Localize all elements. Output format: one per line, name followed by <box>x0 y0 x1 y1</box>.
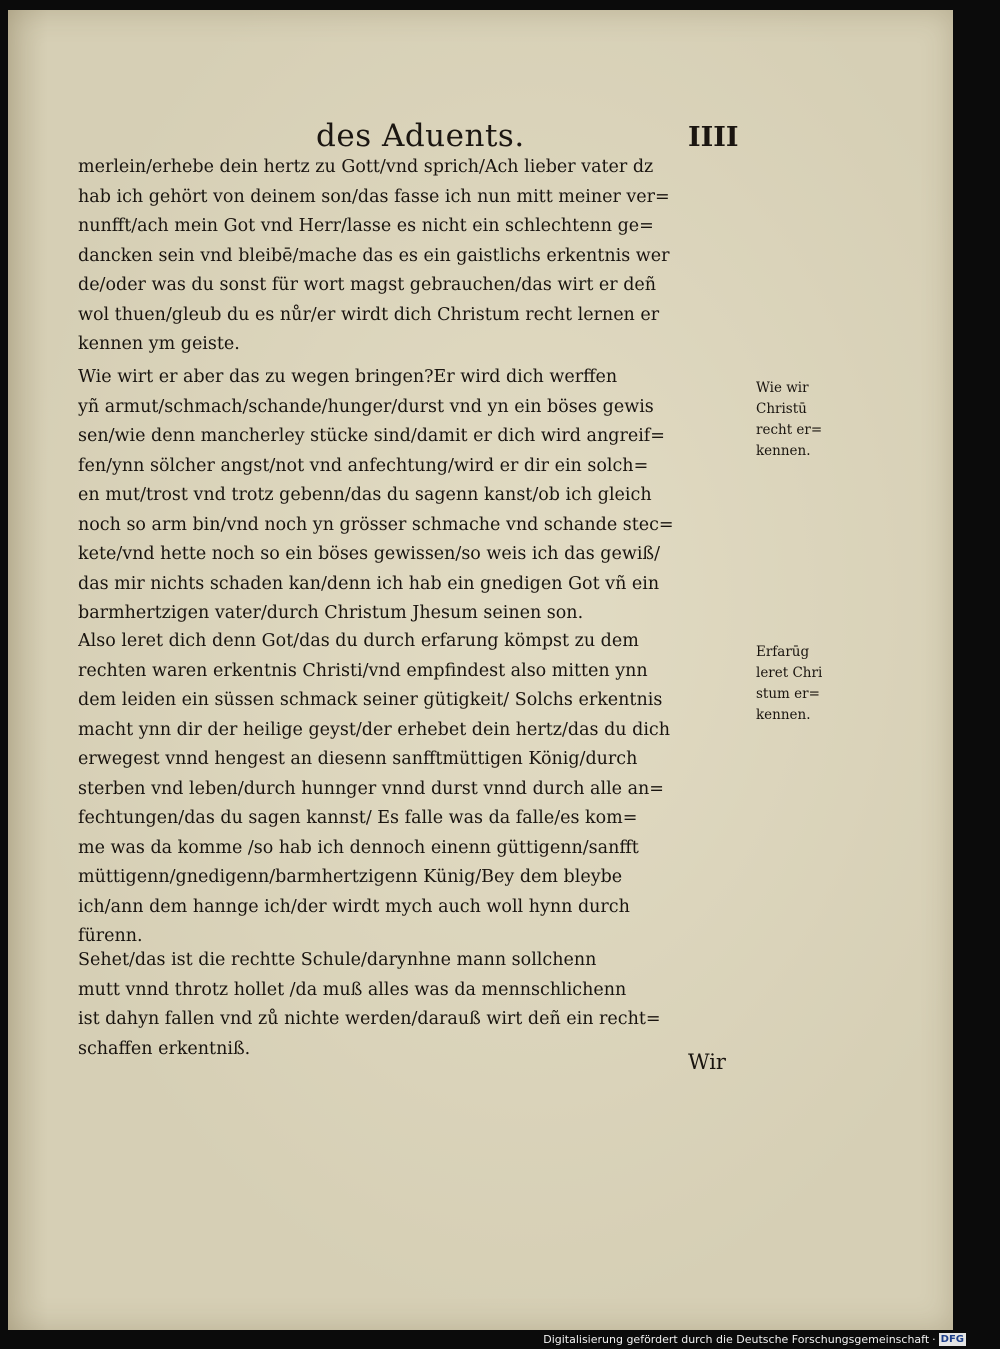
paragraph-4 <box>78 946 750 1064</box>
text-line: kete/vnd hette noch so ein böses gewissen/so weis ich das gewiß/ <box>78 544 661 564</box>
marginal-note-line: kennen. <box>756 443 811 459</box>
running-title: des Aduents. <box>316 118 525 154</box>
marginal-note-line: recht er= <box>756 422 823 438</box>
dfg-logo: DFG <box>940 1334 964 1345</box>
marginal-note-line: Christū <box>756 401 807 417</box>
marginal-note-line: leret Chri <box>756 665 823 681</box>
paragraph-2 <box>78 363 750 629</box>
text-line: mutt vnnd throtz hollet /da muß alles was da mennschlichenn <box>78 979 627 1000</box>
text-line: rechten waren erkentnis Christi/vnd empfindest also mitten ynn <box>78 660 648 681</box>
marginal-note-line: stum er= <box>756 686 820 702</box>
text-line: de/oder was du sonst für wort magst gebrauchen/das wirt er deñ <box>78 275 657 295</box>
text-line: wol thuen/gleub du es nůr/er wirdt dich Christum recht lernen er <box>78 304 660 325</box>
text-line: yñ armut/schmach/schande/hunger/durst vnd yn ein böses gewis <box>78 396 654 417</box>
text-line: merlein/erhebe dein hertz zu Gott/vnd sprich/Ach lieber vater dz <box>78 157 654 177</box>
marginal-note-line: kennen. <box>756 707 811 723</box>
text-line: barmhertzigen vater/durch Christum Jhesum seinen son. <box>78 603 584 623</box>
paragraph-3 <box>78 627 750 952</box>
text-line: fen/ynn sölcher angst/not vnd anfechtung/wird er dir ein solch= <box>78 455 649 476</box>
text-line: nunfft/ach mein Got vnd Herr/lasse es nicht ein schlechtenn ge= <box>78 216 654 236</box>
page-number: IIII <box>688 122 739 153</box>
text-line: fechtungen/das du sagen kannst/ Es falle was da falle/es kom= <box>78 808 638 828</box>
marginal-note-1 <box>756 378 841 462</box>
digitization-credit <box>543 1333 966 1346</box>
text-line: macht ynn dir der heilige geyst/der erhebet dein hertz/das du dich <box>78 719 671 740</box>
text-line: Wie wirt er aber das zu wegen bringen?Er wird dich werffen <box>78 367 618 387</box>
text-line: Sehet/das ist die rechtte Schule/darynhne mann sollchenn <box>78 950 597 970</box>
text-line: en mut/trost vnd trotz gebenn/das du sagenn kanst/ob ich gleich <box>78 485 652 505</box>
running-header <box>8 118 953 158</box>
text-line: dancken sein vnd bleibē/mache das es ein gaistlichs erkentnis wer <box>78 245 670 266</box>
book-page <box>8 10 953 1330</box>
text-line: me was da komme /so hab ich dennoch einenn güttigenn/sanfft <box>78 837 639 858</box>
text-line: kennen ym geiste. <box>78 334 240 354</box>
text-line: fürenn. <box>78 926 143 946</box>
text-line: dem leiden ein süssen schmack seiner gütigkeit/ Solchs erkentnis <box>78 690 663 710</box>
text-line: hab ich gehört von deinem son/das fasse ich nun mitt meiner ver= <box>78 186 670 207</box>
marginal-note-2 <box>756 642 841 726</box>
separator: · <box>932 1333 936 1346</box>
text-line: ist dahyn fallen vnd zů nichte werden/darauß wirt deñ ein recht= <box>78 1009 661 1029</box>
text-line: ich/ann dem hannge ich/der wirdt mych auch woll hynn durch <box>78 896 630 917</box>
credit-text: Digitalisierung gefördert durch die Deutsche Forschungsgemeinschaft <box>543 1333 930 1346</box>
text-line: sterben vnd leben/durch hunnger vnnd durst vnnd durch alle an= <box>78 778 664 799</box>
text-line: das mir nichts schaden kan/denn ich hab ein gnedigen Got vñ ein <box>78 573 660 594</box>
marginal-note-line: Wie wir <box>756 380 809 396</box>
paragraph-1 <box>78 153 750 360</box>
marginal-note-line: Erfarūg <box>756 644 810 660</box>
text-line: Also leret dich denn Got/das du durch erfarung kömpst zu dem <box>78 631 639 651</box>
text-line: sen/wie denn mancherley stücke sind/damit er dich wird angreif= <box>78 426 665 446</box>
text-line: müttigenn/gnedigenn/barmhertzigenn Künig/Bey dem bleybe <box>78 867 623 887</box>
text-line: noch so arm bin/vnd noch yn grösser schmache vnd schande stec= <box>78 514 674 535</box>
text-line: schaffen erkentniß. <box>78 1038 251 1059</box>
text-line: erwegest vnnd hengest an diesenn sanfftmüttigen König/durch <box>78 749 638 769</box>
catchword: Wir <box>688 1050 726 1074</box>
